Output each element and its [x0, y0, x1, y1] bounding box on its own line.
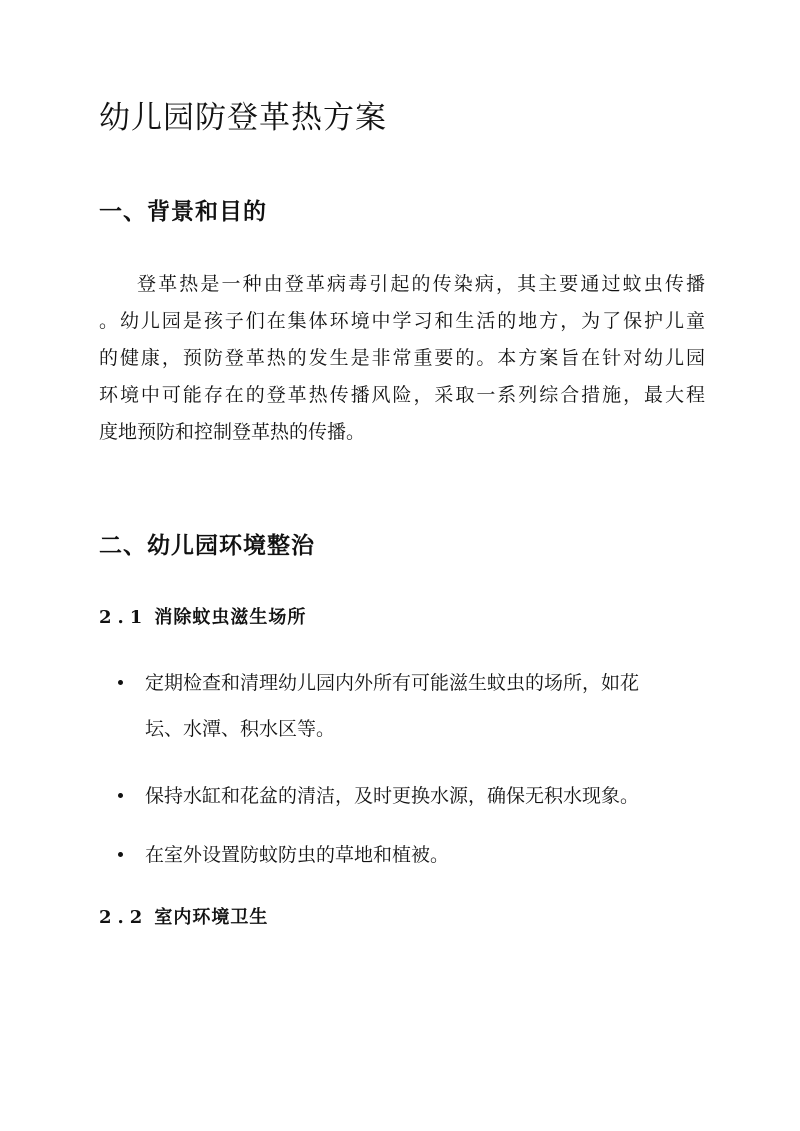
bullet-dot-icon	[118, 793, 123, 798]
list-item	[118, 773, 688, 819]
subsection-heading-2-1	[99, 604, 306, 632]
list-item	[118, 832, 688, 878]
paragraph-line: 登革热是一种由登革病毒引起的传染病，其主要通过蚊虫传播	[137, 273, 705, 295]
paragraph-line: 的健康，预防登革热的发生是非常重要的。本方案旨在针对幼儿园	[99, 347, 705, 369]
section-heading-environment: 二、幼儿园环境整治	[99, 532, 315, 559]
list-item-text	[145, 773, 688, 819]
document-title: 幼儿园防登革热方案	[99, 100, 387, 136]
subsection-title: 室内环境卫生	[154, 907, 269, 928]
background-paragraph	[99, 266, 705, 451]
paragraph-line: 。幼儿园是孩子们在集体环境中学习和生活的地方，为了保护儿童	[99, 310, 705, 332]
list-item-line: 定期检查和清理幼儿园内外所有可能滋生蚊虫的场所，如花	[145, 672, 640, 694]
paragraph-line: 环境中可能存在的登革热传播风险，采取一系列综合措施，最大程	[99, 384, 705, 406]
subsection-heading-2-2	[99, 904, 268, 932]
list-item-text	[145, 832, 688, 878]
list-item-text	[145, 660, 688, 752]
subsection-number: 2.2	[99, 907, 149, 928]
subsection-title: 消除蚊虫滋生场所	[154, 607, 307, 628]
list-item-line: 在室外设置防蚊防虫的草地和植被。	[145, 844, 450, 866]
paragraph-line: 度地预防和控制登革热的传播。	[99, 421, 366, 443]
list-item	[118, 660, 688, 752]
section-heading-background: 一、背景和目的	[99, 198, 267, 225]
bullet-dot-icon	[118, 852, 123, 857]
list-item-line: 保持水缸和花盆的清洁，及时更换水源，确保无积水现象。	[145, 785, 640, 807]
list-item-line: 坛、水潭、积水区等。	[145, 718, 336, 740]
subsection-number: 2.1	[99, 607, 149, 628]
bullet-dot-icon	[118, 680, 123, 685]
